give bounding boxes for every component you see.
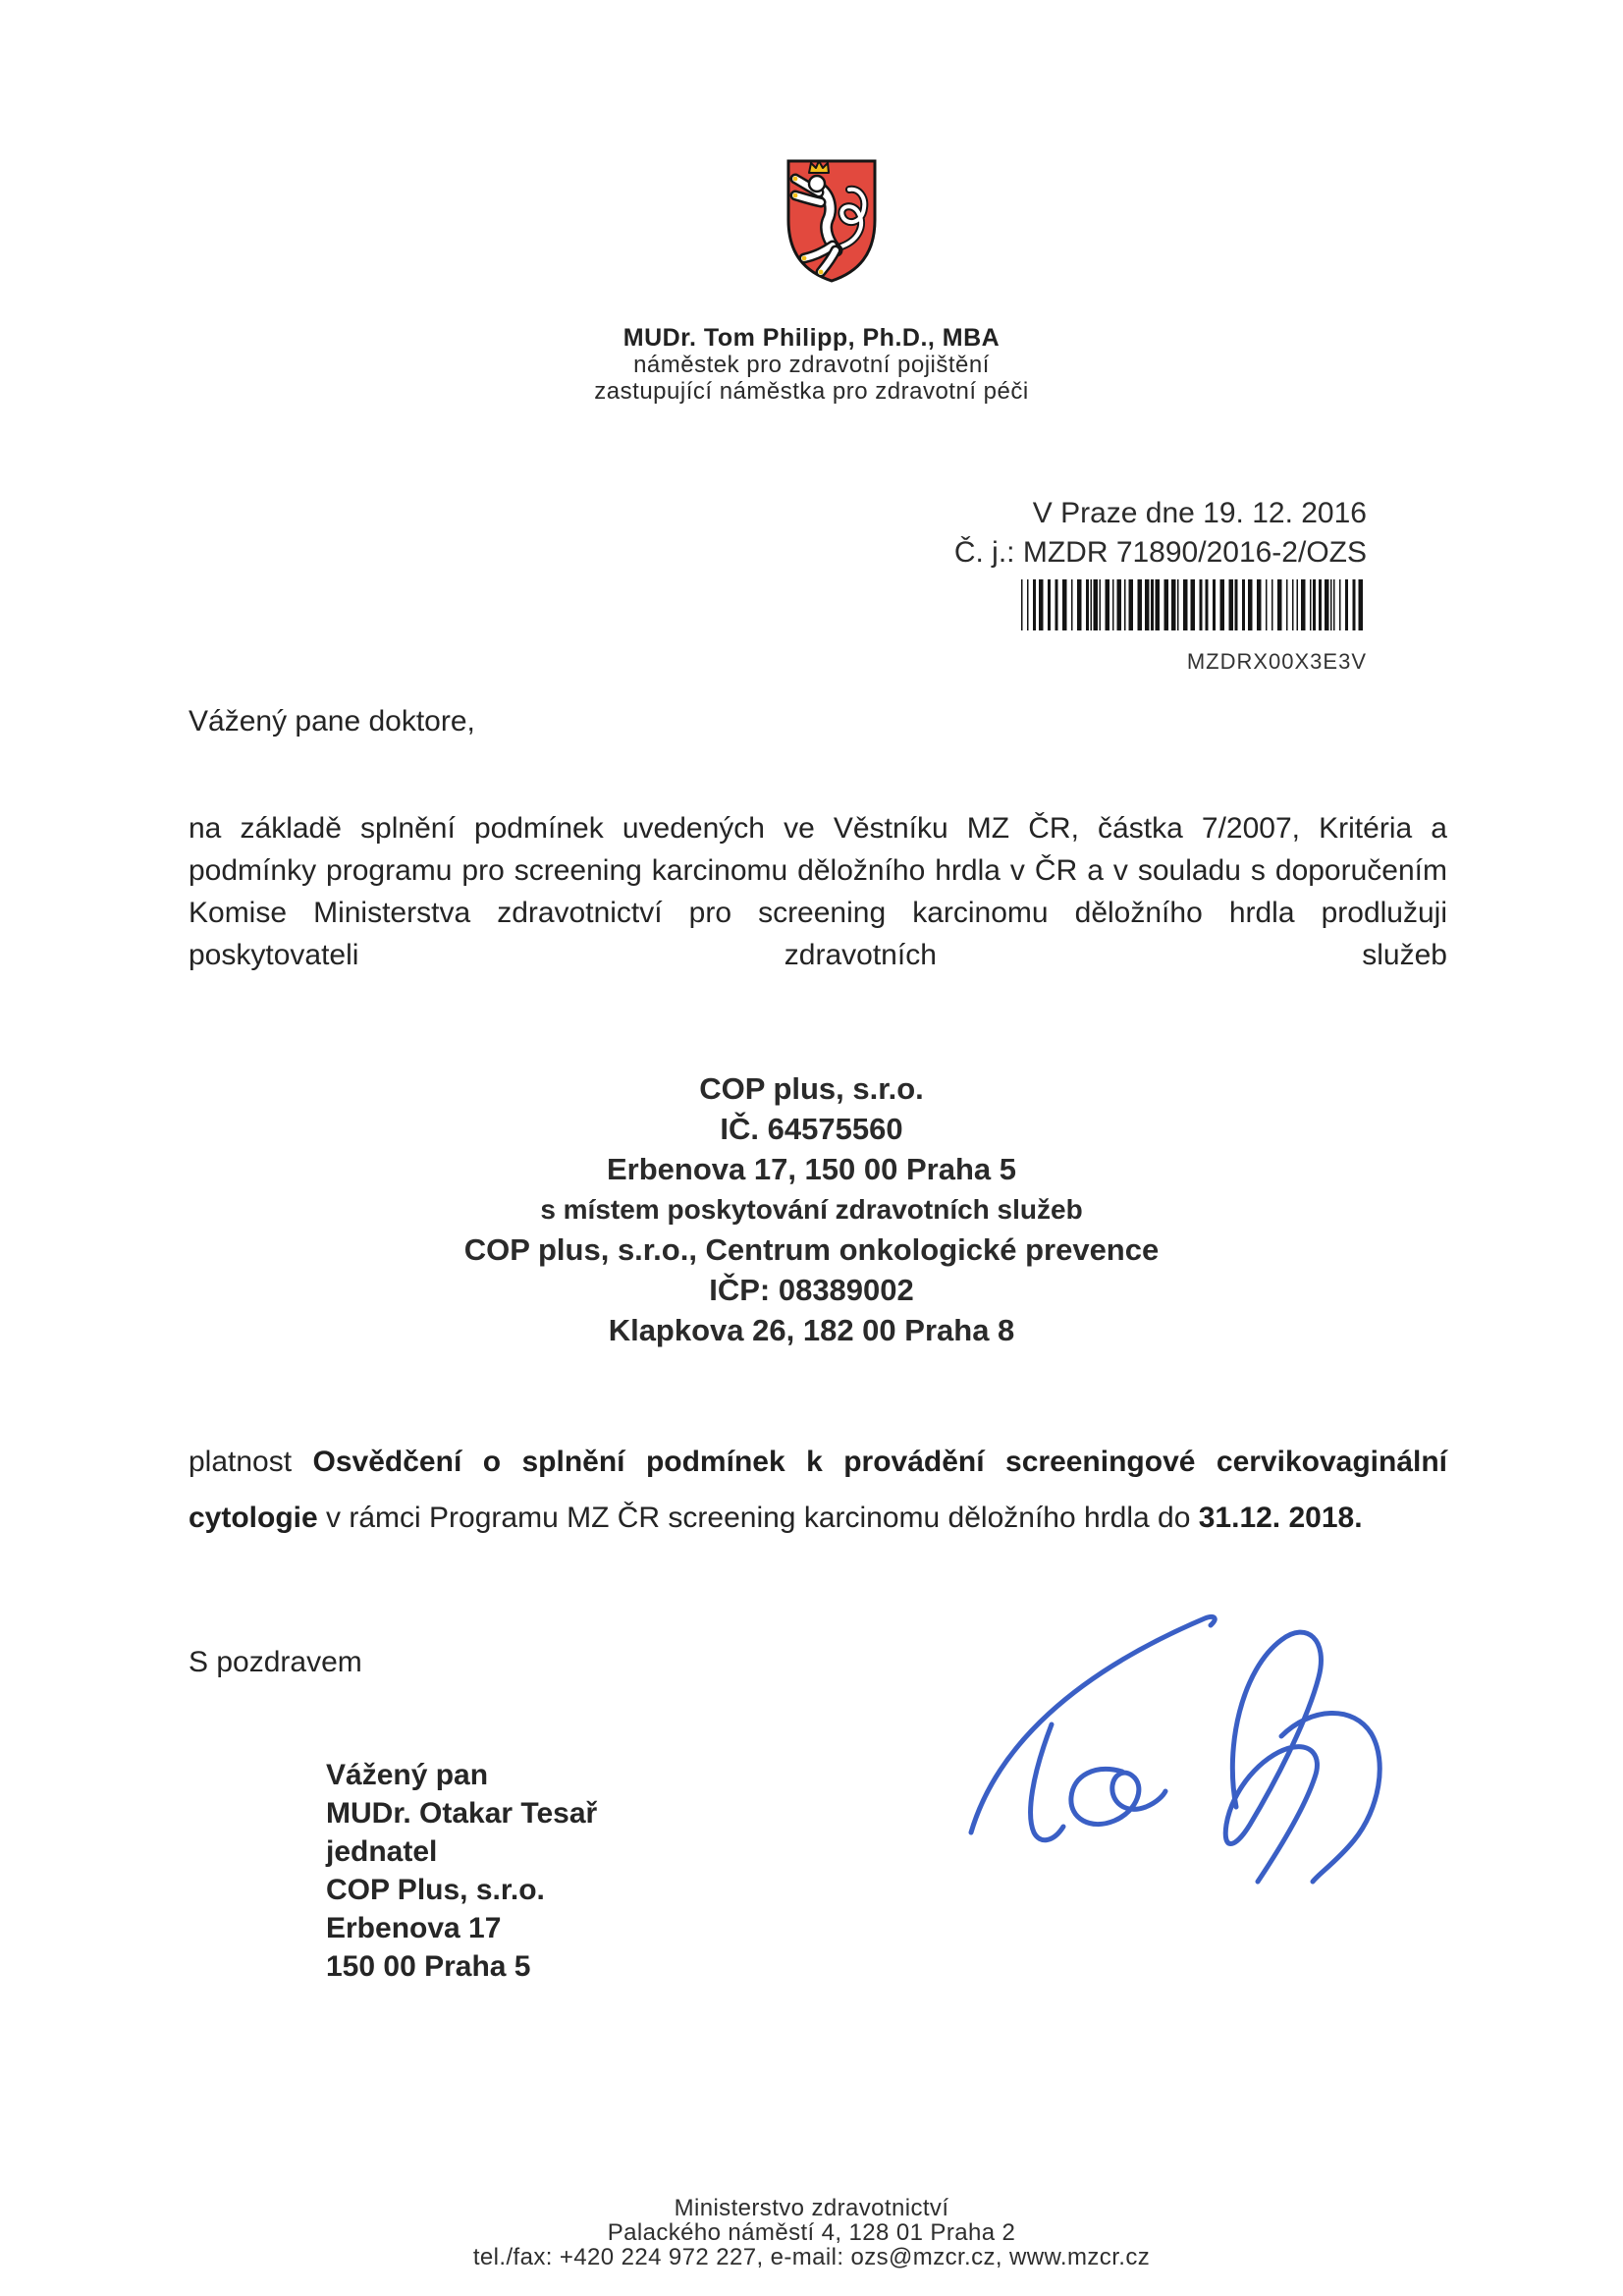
- sender-name: MUDr. Tom Philipp, Ph.D., MBA: [622, 324, 1001, 352]
- barcode: [1021, 579, 1367, 630]
- file-number: Č. j.: MZDR 71890/2016-2/OZS: [953, 536, 1367, 569]
- sender-role-1: náměstek pro zdravotní pojištění: [633, 352, 990, 378]
- validity-certificate: Osvědčení o splnění podmínek k provádění screeningové cervikovaginální cytologie: [189, 1446, 1447, 1534]
- czech-coat-of-arms-icon: [784, 157, 880, 285]
- footer-address: Palackého náměstí 4, 128 01 Praha 2: [607, 2219, 1016, 2246]
- validity-middle: v rámci Programu MZ ČR screening karcinomu děložního hrdla do: [317, 1502, 1199, 1534]
- recipient-line: MUDr. Otakar Tesař: [326, 1797, 598, 1830]
- recipient-line: 150 00 Praha 5: [326, 1950, 531, 1983]
- salutation: Vážený pane doktore,: [189, 705, 475, 738]
- place-date: V Praze dne 19. 12. 2016: [1032, 497, 1367, 529]
- sender-role-2: zastupující náměstka pro zdravotní péči: [594, 378, 1029, 405]
- validity-date: 31.12. 2018.: [1198, 1502, 1363, 1534]
- recipient-line: COP Plus, s.r.o.: [326, 1874, 545, 1906]
- provider-icp: IČP: 08389002: [709, 1273, 914, 1307]
- provider-block: [0, 1068, 1623, 1350]
- recipient-line: jednatel: [326, 1835, 438, 1868]
- closing: S pozdravem: [189, 1646, 362, 1678]
- intro-paragraph: na základě splnění podmínek uvedených ve Věstníku MZ ČR, částka 7/2007, Kritéria a podmínky programu pro screening karcinomu děložního hrdla v ČR a v souladu s doporučením Komise Ministerstva zdravotnictví pro screening karcinomu děložního hrdla prodlužuji poskytovateli zdravotních služeb: [189, 812, 1447, 971]
- footer-ministry: Ministerstvo zdravotnictví: [674, 2195, 949, 2221]
- sender-block: [0, 325, 1623, 405]
- provider-centre-address: Klapkova 26, 182 00 Praha 8: [608, 1313, 1015, 1347]
- footer-contact: tel./fax: +420 224 972 227, e-mail: ozs@mzcr.cz, www.mzcr.cz: [472, 2244, 1151, 2270]
- recipient-line: Vážený pan: [326, 1759, 489, 1791]
- provider-place-label: s místem poskytování zdravotních služeb: [540, 1194, 1083, 1225]
- provider-name: COP plus, s.r.o.: [699, 1071, 924, 1106]
- validity-prefix: platnost: [189, 1446, 313, 1478]
- provider-ic: IČ. 64575560: [720, 1112, 903, 1146]
- footer-block: [0, 2196, 1623, 2269]
- provider-centre-name: COP plus, s.r.o., Centrum onkologické prevence: [463, 1232, 1160, 1267]
- signature-handwriting: [957, 1579, 1399, 1888]
- provider-address: Erbenova 17, 150 00 Praha 5: [606, 1152, 1017, 1186]
- validity-paragraph: [189, 1434, 1447, 1546]
- recipient-block: [326, 1756, 597, 1986]
- recipient-line: Erbenova 17: [326, 1912, 502, 1944]
- barcode-text: MZDRX00X3E3V: [1186, 649, 1367, 674]
- reference-block: [954, 494, 1367, 673]
